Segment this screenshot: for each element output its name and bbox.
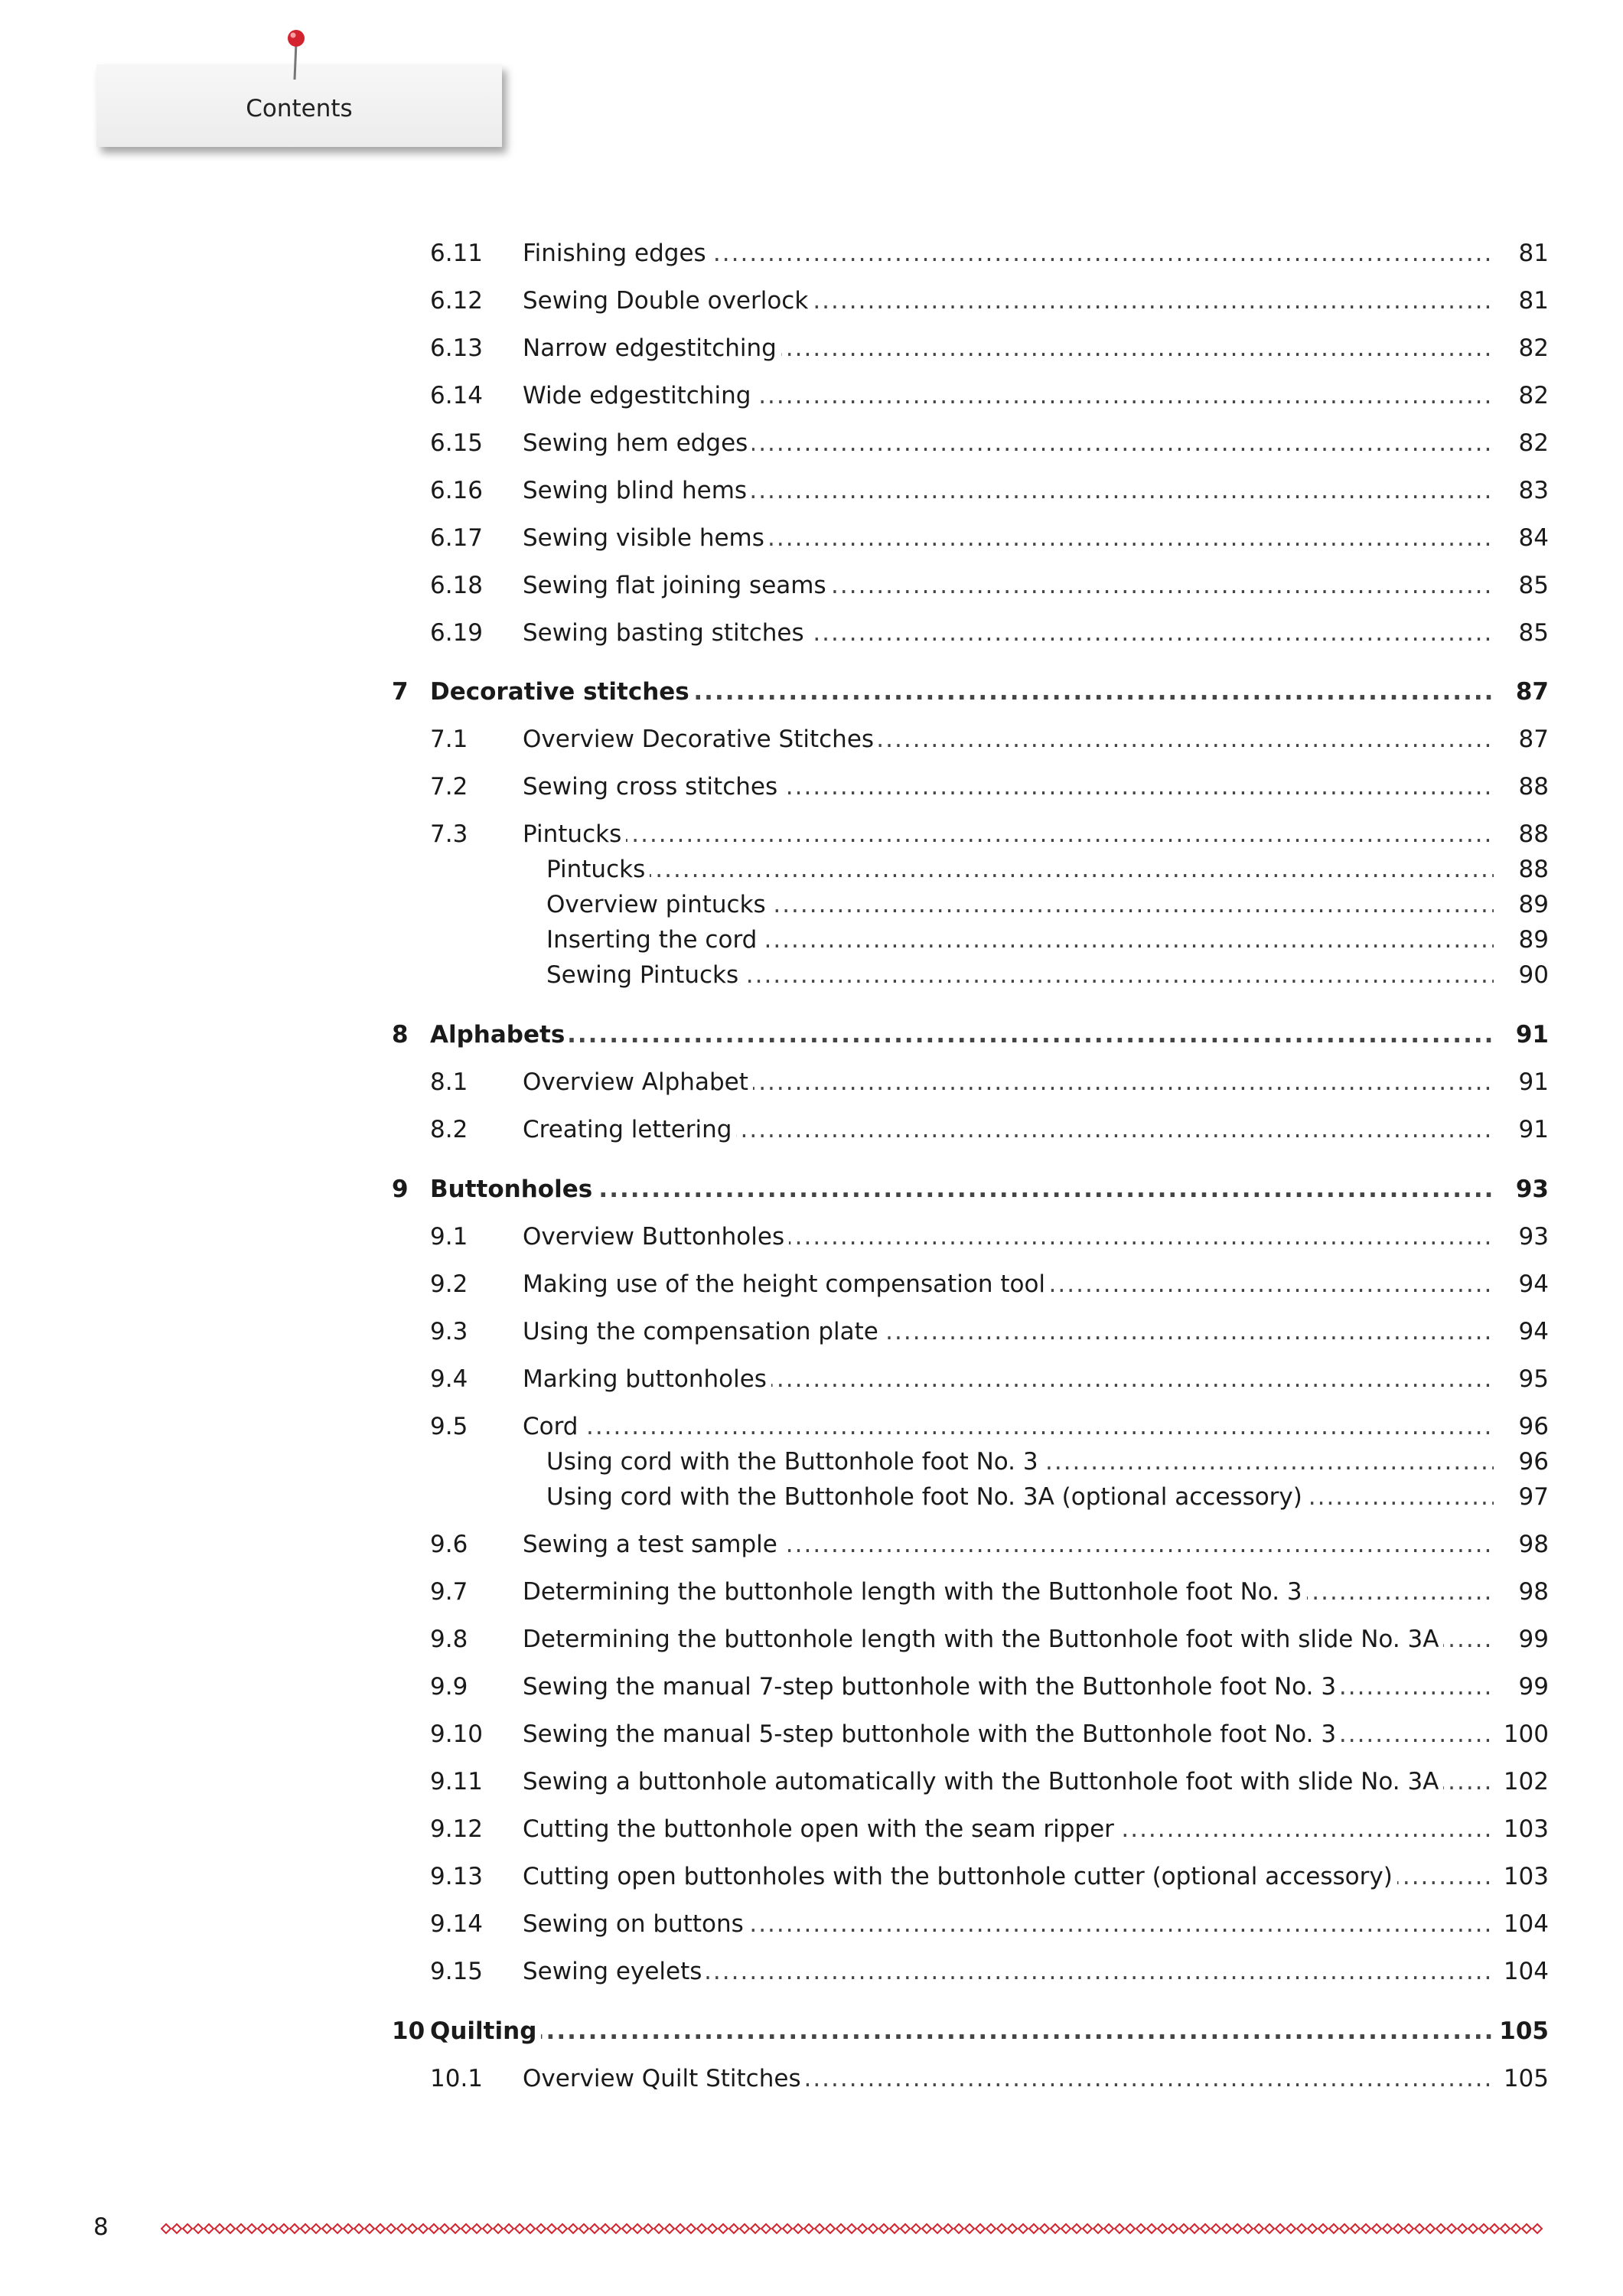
- ornament-diamond: [536, 2224, 546, 2233]
- ornament-diamond: [1522, 2224, 1531, 2233]
- ornament-diamond: [1029, 2224, 1038, 2233]
- ornament-diamond: [965, 2224, 974, 2233]
- ornament-diamond: [1018, 2224, 1028, 2233]
- toc-entry-number: 9.1: [430, 1223, 468, 1251]
- toc-entry[interactable]: [0, 1362, 1623, 1396]
- ornament-diamond: [1426, 2224, 1435, 2233]
- toc-entry[interactable]: [0, 2014, 1623, 2048]
- toc-entry[interactable]: [0, 284, 1623, 318]
- ornament-diamond: [1115, 2224, 1124, 2233]
- toc-entry-title: Using the compensation plate: [523, 1315, 883, 1349]
- toc-entry-page: 94: [1495, 1267, 1549, 1301]
- toc-entry-page: 98: [1495, 1528, 1549, 1561]
- ornament-diamond: [1265, 2224, 1274, 2233]
- toc-entry[interactable]: [0, 1410, 1623, 1443]
- toc-entry-page: 82: [1495, 379, 1549, 413]
- toc-entry-number: 9: [392, 1176, 409, 1203]
- ornament-diamond: [333, 2224, 342, 2233]
- ornament-diamond: [204, 2224, 213, 2233]
- toc-entry[interactable]: [0, 1623, 1623, 1656]
- ornament-diamond: [1211, 2224, 1221, 2233]
- toc-leader-dots: [523, 1410, 1494, 1443]
- toc-leader-dots: [430, 1018, 1494, 1052]
- toc-entry-title: Pintucks: [546, 853, 650, 886]
- toc-entry-page: 85: [1495, 569, 1549, 602]
- toc-entry-page: 96: [1495, 1410, 1549, 1443]
- ornament-diamond: [697, 2224, 706, 2233]
- toc-entry-page: 105: [1495, 2014, 1549, 2048]
- ornament-diamond: [633, 2224, 642, 2233]
- toc-entry-title: Sewing the manual 7-step buttonhole with the Buttonhole foot No. 3: [523, 1670, 1341, 1704]
- toc-entry-title: Overview Alphabet: [523, 1065, 753, 1099]
- ornament-diamond: [654, 2224, 663, 2233]
- ornament-diamond: [1168, 2224, 1178, 2233]
- toc-entry-page: 98: [1495, 1575, 1549, 1609]
- ornament-diamond: [172, 2224, 181, 2233]
- toc-entry-title: Overview Decorative Stitches: [523, 722, 878, 756]
- ornament-diamond: [408, 2224, 417, 2233]
- toc-entry-number: 9.8: [430, 1626, 468, 1653]
- toc-entry-title: Cutting the buttonhole open with the seam ripper: [523, 1812, 1119, 1846]
- ornament-diamond: [1136, 2224, 1146, 2233]
- toc-entry[interactable]: [0, 1172, 1623, 1206]
- toc-entry-title: Sewing blind hems: [523, 474, 751, 507]
- toc-entry[interactable]: [0, 1267, 1623, 1301]
- ornament-diamond: [1458, 2224, 1467, 2233]
- ornament-diamond: [601, 2224, 610, 2233]
- toc-entry-title: Sewing basting stitches: [523, 616, 809, 650]
- toc-entry-title: Alphabets: [430, 1018, 569, 1052]
- ornament-diamond: [1147, 2224, 1156, 2233]
- ornament-diamond: [1447, 2224, 1456, 2233]
- toc-entry-number: 9.5: [430, 1413, 468, 1440]
- ornament-diamond: [569, 2224, 578, 2233]
- toc-entry-number: 6.18: [430, 572, 484, 599]
- toc-entry-number: 9.6: [430, 1531, 468, 1558]
- toc-entry-title: Sewing a buttonhole automatically with the Buttonhole foot with slide No. 3A: [523, 1765, 1443, 1799]
- ornament-diamond: [1093, 2224, 1103, 2233]
- toc-entry[interactable]: [0, 923, 1623, 957]
- ornament-diamond: [1104, 2224, 1113, 2233]
- ornament-diamond: [429, 2224, 438, 2233]
- ornament-diamond: [1286, 2224, 1295, 2233]
- toc-entry[interactable]: [0, 1528, 1623, 1561]
- toc-entry-title: Making use of the height compensation tool: [523, 1267, 1050, 1301]
- toc-entry-number: 6.11: [430, 240, 484, 267]
- toc-entry-title: Sewing on buttons: [523, 1907, 748, 1941]
- ornament-diamond: [1179, 2224, 1188, 2233]
- toc-entry-page: 96: [1495, 1445, 1549, 1479]
- footer-ornament: [161, 2221, 1550, 2236]
- ornament-diamond: [1222, 2224, 1231, 2233]
- toc-entry-page: 88: [1495, 817, 1549, 851]
- toc-leader-dots: [430, 2014, 1494, 2048]
- contents-tab-label: Contents: [246, 95, 353, 122]
- ornament-diamond: [1393, 2224, 1403, 2233]
- ornament-diamond: [461, 2224, 471, 2233]
- toc-entry-title: Decorative stitches: [430, 675, 694, 709]
- toc-entry[interactable]: [0, 426, 1623, 460]
- toc-entry-page: 89: [1495, 923, 1549, 957]
- ornament-diamond: [836, 2224, 846, 2233]
- toc-entry-title: Sewing visible hems: [523, 521, 769, 555]
- ornament-diamond: [226, 2224, 235, 2233]
- toc-entry-page: 104: [1495, 1907, 1549, 1941]
- toc-entry[interactable]: [0, 474, 1623, 507]
- toc-entry[interactable]: [0, 236, 1623, 270]
- ornament-diamond: [1126, 2224, 1135, 2233]
- toc-entry[interactable]: [0, 2062, 1623, 2095]
- toc-entry-title: Sewing Double overlock: [523, 284, 813, 318]
- ornament-diamond: [686, 2224, 696, 2233]
- toc-entry-title: Marking buttonholes: [523, 1362, 771, 1396]
- ornament-diamond: [1297, 2224, 1306, 2233]
- ornament-diamond: [344, 2224, 353, 2233]
- toc-entry[interactable]: [0, 1812, 1623, 1846]
- ornament-diamond: [1329, 2224, 1338, 2233]
- toc-entry-number: 9.11: [430, 1768, 484, 1795]
- ornament-diamond: [751, 2224, 760, 2233]
- toc-entry-page: 81: [1495, 236, 1549, 270]
- toc-entry-number: 10.1: [430, 2065, 484, 2092]
- toc-entry-number: 9.15: [430, 1958, 484, 1985]
- ornament-diamond: [954, 2224, 963, 2233]
- ornament-diamond: [1201, 2224, 1210, 2233]
- ornament-diamond: [269, 2224, 278, 2233]
- toc-entry[interactable]: [0, 331, 1623, 365]
- ornament-diamond: [826, 2224, 835, 2233]
- toc-entry-title: Using cord with the Buttonhole foot No. 3: [546, 1445, 1043, 1479]
- toc-entry-title: Quilting: [430, 2014, 541, 2048]
- ornament-diamond: [922, 2224, 931, 2233]
- ornament-diamond: [890, 2224, 899, 2233]
- ornament-diamond: [258, 2224, 267, 2233]
- ornament-diamond: [1383, 2224, 1392, 2233]
- toc-entry-page: 88: [1495, 853, 1549, 886]
- toc-entry-page: 93: [1495, 1220, 1549, 1254]
- toc-entry-number: 10: [392, 2017, 425, 2045]
- ornament-diamond: [397, 2224, 406, 2233]
- ornament-diamond: [933, 2224, 942, 2233]
- ornament-diamond: [504, 2224, 513, 2233]
- ornament-diamond: [804, 2224, 813, 2233]
- toc-entry[interactable]: [0, 675, 1623, 709]
- toc-entry-number: 9.14: [430, 1910, 484, 1938]
- toc-entry-page: 102: [1495, 1765, 1549, 1799]
- ornament-diamond: [1276, 2224, 1285, 2233]
- toc-entry[interactable]: [0, 722, 1623, 756]
- ornament-diamond: [1040, 2224, 1049, 2233]
- toc-entry-title: Sewing a test sample: [523, 1528, 782, 1561]
- ornament-diamond: [1318, 2224, 1328, 2233]
- ornament-diamond: [322, 2224, 331, 2233]
- toc-entry-page: 84: [1495, 521, 1549, 555]
- toc-entry-title: Overview pintucks: [546, 888, 771, 921]
- ornament-diamond: [1051, 2224, 1060, 2233]
- ornament-diamond: [879, 2224, 888, 2233]
- toc-entry-title: Sewing flat joining seams: [523, 569, 831, 602]
- toc-leader-dots: [523, 817, 1494, 851]
- ornament-diamond: [215, 2224, 224, 2233]
- toc-entry-title: Cutting open buttonholes with the buttonhole cutter (optional accessory): [523, 1860, 1397, 1893]
- toc-entry-title: Creating lettering: [523, 1113, 736, 1146]
- ornament-diamond: [1511, 2224, 1520, 2233]
- ornament-diamond: [472, 2224, 481, 2233]
- ornament-diamond: [772, 2224, 781, 2233]
- ornament-diamond: [590, 2224, 599, 2233]
- toc-entry-title: Sewing hem edges: [523, 426, 752, 460]
- ornament-diamond: [1308, 2224, 1317, 2233]
- toc-entry-title: Finishing edges: [523, 236, 711, 270]
- toc-entry-number: 7.3: [430, 820, 468, 848]
- ornament-diamond: [622, 2224, 631, 2233]
- toc-entry-number: 6.17: [430, 524, 484, 552]
- toc-entry-page: 91: [1495, 1113, 1549, 1146]
- toc-entry-page: 95: [1495, 1362, 1549, 1396]
- ornament-diamond: [997, 2224, 1006, 2233]
- toc-entry[interactable]: [0, 1765, 1623, 1799]
- toc-entry[interactable]: [0, 1907, 1623, 1941]
- toc-entry-title: Sewing eyelets: [523, 1955, 706, 1988]
- toc-entry-number: 8.2: [430, 1116, 468, 1143]
- toc-entry-page: 100: [1495, 1717, 1549, 1751]
- toc-entry-page: 91: [1495, 1065, 1549, 1099]
- toc-entry-number: 9.2: [430, 1270, 468, 1298]
- page-number: 8: [93, 2213, 109, 2241]
- toc-entry-page: 99: [1495, 1670, 1549, 1704]
- toc-entry-page: 82: [1495, 426, 1549, 460]
- ornament-diamond: [365, 2224, 374, 2233]
- toc-entry-page: 105: [1495, 2062, 1549, 2095]
- ornament-diamond: [194, 2224, 203, 2233]
- toc-entry-title: Sewing Pintucks: [546, 958, 743, 992]
- toc-entry-number: 9.3: [430, 1318, 468, 1345]
- toc-entry-number: 6.13: [430, 334, 484, 362]
- toc-entry[interactable]: [0, 1113, 1623, 1146]
- toc-entry-page: 81: [1495, 284, 1549, 318]
- ornament-diamond: [1190, 2224, 1199, 2233]
- ornament-diamond: [911, 2224, 921, 2233]
- toc-entry-page: 87: [1495, 675, 1549, 709]
- toc-entry-number: 6.14: [430, 382, 484, 409]
- toc-entry-page: 93: [1495, 1172, 1549, 1206]
- toc-entry-page: 91: [1495, 1018, 1549, 1052]
- ornament-diamond: [1233, 2224, 1242, 2233]
- ornament-diamond: [976, 2224, 985, 2233]
- ornament-diamond: [1254, 2224, 1263, 2233]
- toc-entry[interactable]: [0, 379, 1623, 413]
- ornament-diamond: [1158, 2224, 1167, 2233]
- toc-entry-number: 9.4: [430, 1365, 468, 1393]
- toc-entry-title: Inserting the cord: [546, 923, 761, 957]
- toc-entry-number: 7: [392, 678, 409, 706]
- toc-entry-number: 6.19: [430, 619, 484, 647]
- ornament-diamond: [183, 2224, 192, 2233]
- ornament-diamond: [1361, 2224, 1370, 2233]
- toc-entry[interactable]: [0, 1480, 1623, 1514]
- toc-entry-page: 85: [1495, 616, 1549, 650]
- toc-entry-number: 6.16: [430, 477, 484, 504]
- ornament-diamond: [483, 2224, 492, 2233]
- ornament-diamond: [986, 2224, 996, 2233]
- toc-entry[interactable]: [0, 1717, 1623, 1751]
- ornament-diamond: [708, 2224, 717, 2233]
- toc-entry-number: 9.9: [430, 1673, 468, 1701]
- toc-entry-title: Pintucks: [523, 817, 626, 851]
- toc-entry-number: 8.1: [430, 1068, 468, 1096]
- ornament-diamond: [1243, 2224, 1253, 2233]
- toc-entry[interactable]: [0, 1860, 1623, 1893]
- toc-entry-title: Overview Quilt Stitches: [523, 2062, 806, 2095]
- toc-entry-title: Narrow edgestitching: [523, 331, 781, 365]
- toc-entry[interactable]: [0, 958, 1623, 992]
- ornament-diamond: [419, 2224, 428, 2233]
- ornament-diamond: [494, 2224, 503, 2233]
- ornament-diamond: [1351, 2224, 1360, 2233]
- toc-entry-page: 83: [1495, 474, 1549, 507]
- ornament-diamond: [1083, 2224, 1092, 2233]
- ornament-diamond: [1372, 2224, 1381, 2233]
- toc-entry[interactable]: [0, 1445, 1623, 1479]
- toc-entry-page: 99: [1495, 1623, 1549, 1656]
- toc-entry-title: Cord: [523, 1410, 583, 1443]
- ornament-diamond: [1479, 2224, 1488, 2233]
- ornament-diamond: [1490, 2224, 1499, 2233]
- toc-entry-number: 6.12: [430, 287, 484, 315]
- toc-entry[interactable]: [0, 1018, 1623, 1052]
- ornament-diamond: [440, 2224, 449, 2233]
- ornament-diamond: [386, 2224, 396, 2233]
- ornament-diamond: [858, 2224, 867, 2233]
- toc-entry[interactable]: [0, 521, 1623, 555]
- toc-entry-title: Sewing cross stitches: [523, 770, 782, 804]
- toc-entry-page: 89: [1495, 888, 1549, 921]
- ornament-diamond: [1468, 2224, 1478, 2233]
- ornament-diamond: [236, 2224, 246, 2233]
- ornament-diamond: [1533, 2224, 1542, 2233]
- toc-entry-title: Determining the buttonhole length with the Buttonhole foot with slide No. 3A: [523, 1623, 1443, 1656]
- ornament-diamond: [869, 2224, 878, 2233]
- ornament-diamond: [247, 2224, 256, 2233]
- toc-entry[interactable]: [0, 569, 1623, 602]
- toc-entry-page: 104: [1495, 1955, 1549, 1988]
- ornament-diamond: [1008, 2224, 1017, 2233]
- ornament-diamond: [558, 2224, 567, 2233]
- toc-entry-page: 87: [1495, 722, 1549, 756]
- ornament-diamond: [376, 2224, 385, 2233]
- ornament-diamond: [644, 2224, 653, 2233]
- toc-entry-title: Wide edgestitching: [523, 379, 755, 413]
- ornament-diamond: [547, 2224, 556, 2233]
- ornament-diamond: [161, 2224, 171, 2233]
- ornament-diamond: [579, 2224, 588, 2233]
- toc-entry-number: 9.7: [430, 1578, 468, 1606]
- toc-entry[interactable]: [0, 770, 1623, 804]
- ornament-diamond: [1340, 2224, 1349, 2233]
- ornament-diamond: [901, 2224, 910, 2233]
- ornament-diamond: [794, 2224, 803, 2233]
- toc-entry-page: 97: [1495, 1480, 1549, 1514]
- toc-entry-title: Determining the buttonhole length with the Buttonhole foot No. 3: [523, 1575, 1307, 1609]
- ornament-diamond: [665, 2224, 674, 2233]
- toc-entry[interactable]: [0, 1670, 1623, 1704]
- ornament-diamond: [761, 2224, 771, 2233]
- toc-entry[interactable]: [0, 1065, 1623, 1099]
- toc-entry-number: 6.15: [430, 429, 484, 457]
- toc-entry-title: Sewing the manual 5-step buttonhole with the Buttonhole foot No. 3: [523, 1717, 1341, 1751]
- toc-entry[interactable]: [0, 1955, 1623, 1988]
- ornament-diamond: [783, 2224, 792, 2233]
- toc-leader-dots: [546, 853, 1494, 886]
- toc-entry[interactable]: [0, 1315, 1623, 1349]
- ornament-diamond: [611, 2224, 621, 2233]
- toc-entry[interactable]: [0, 616, 1623, 650]
- toc-entry-number: 9.13: [430, 1863, 484, 1890]
- toc-entry[interactable]: [0, 853, 1623, 886]
- ornament-diamond: [815, 2224, 824, 2233]
- toc-entry-title: Overview Buttonholes: [523, 1220, 789, 1254]
- toc-entry-page: 94: [1495, 1315, 1549, 1349]
- toc-entry-page: 103: [1495, 1812, 1549, 1846]
- toc-entry-page: 82: [1495, 331, 1549, 365]
- ornament-diamond: [1404, 2224, 1413, 2233]
- toc-entry-number: 7.1: [430, 726, 468, 753]
- ornament-diamond: [515, 2224, 524, 2233]
- ornament-diamond: [451, 2224, 460, 2233]
- ornament-diamond: [1061, 2224, 1071, 2233]
- ornament-diamond: [526, 2224, 535, 2233]
- toc-entry[interactable]: [0, 1220, 1623, 1254]
- toc-entry-title: Using cord with the Buttonhole foot No. 3A (optional accessory): [546, 1480, 1307, 1514]
- ornament-diamond: [676, 2224, 685, 2233]
- ornament-diamond: [1501, 2224, 1510, 2233]
- ornament-diamond: [1415, 2224, 1424, 2233]
- toc-entry-number: 8: [392, 1021, 409, 1049]
- ornament-diamond: [740, 2224, 749, 2233]
- toc-entry-number: 9.12: [430, 1815, 484, 1843]
- toc-entry-number: 9.10: [430, 1720, 484, 1748]
- toc-entry[interactable]: [0, 817, 1623, 851]
- ornament-diamond: [354, 2224, 363, 2233]
- toc-entry[interactable]: [0, 888, 1623, 921]
- toc-entry-page: 103: [1495, 1860, 1549, 1893]
- ornament-diamond: [1436, 2224, 1445, 2233]
- ornament-diamond: [847, 2224, 856, 2233]
- pin-icon: [285, 28, 308, 81]
- toc-entry-page: 88: [1495, 770, 1549, 804]
- toc-entry-number: 7.2: [430, 773, 468, 801]
- toc-entry-title: Buttonholes: [430, 1172, 597, 1206]
- ornament-diamond: [943, 2224, 953, 2233]
- ornament-diamond: [279, 2224, 288, 2233]
- ornament-diamond: [301, 2224, 310, 2233]
- toc-entry-page: 90: [1495, 958, 1549, 992]
- ornament-diamond: [719, 2224, 728, 2233]
- ornament-diamond: [1072, 2224, 1081, 2233]
- ornament-diamond: [290, 2224, 299, 2233]
- ornament-diamond: [729, 2224, 738, 2233]
- toc-entry[interactable]: [0, 1575, 1623, 1609]
- ornament-diamond: [311, 2224, 321, 2233]
